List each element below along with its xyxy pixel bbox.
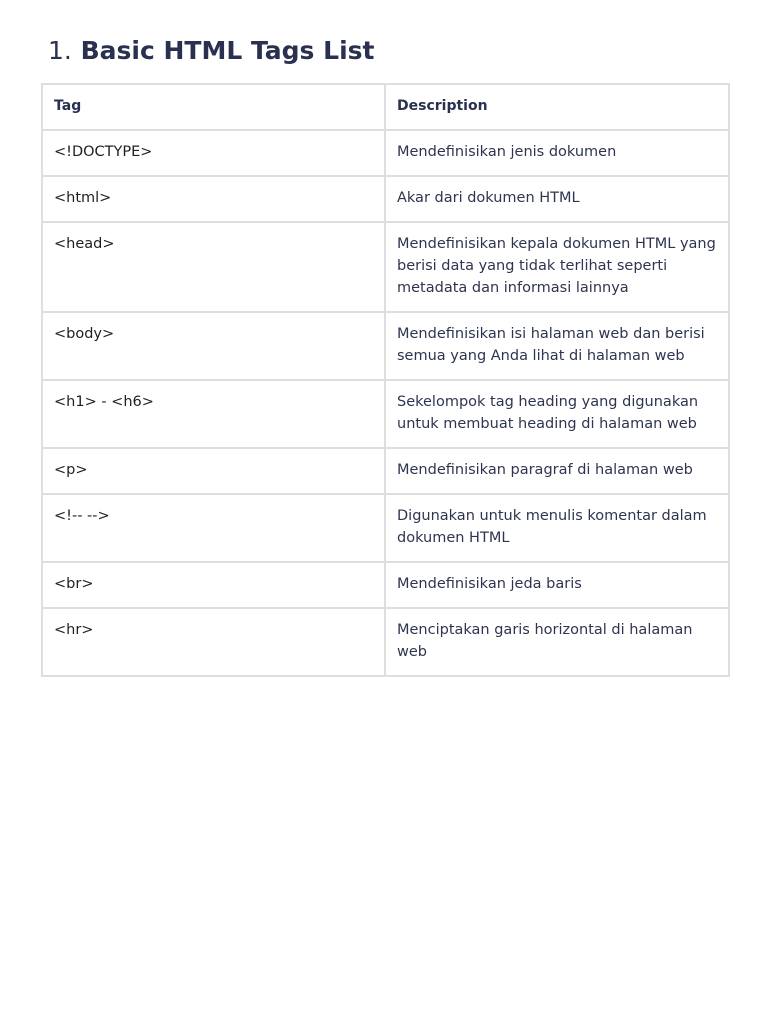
description-cell: Digunakan untuk menulis komentar dalam dokumen HTML: [385, 494, 729, 562]
table-row: [42, 130, 729, 176]
table-row: [42, 494, 729, 562]
table-row: [42, 312, 729, 380]
description-cell: Akar dari dokumen HTML: [385, 176, 729, 222]
description-cell: Mendefinisikan jenis dokumen: [385, 130, 729, 176]
tag-cell: <br>: [42, 562, 385, 608]
tag-cell: <hr>: [42, 608, 385, 676]
tag-cell: <html>: [42, 176, 385, 222]
description-cell: Mendefinisikan paragraf di halaman web: [385, 448, 729, 494]
tag-cell: <h1> - <h6>: [42, 380, 385, 448]
description-cell: Mendefinisikan kepala dokumen HTML yang berisi data yang tidak terlihat seperti metadata dan informasi lainnya: [385, 222, 729, 312]
heading-title: Basic HTML Tags List: [80, 36, 375, 65]
table-row: [42, 562, 729, 608]
table-row: [42, 380, 729, 448]
table-row: [42, 448, 729, 494]
page-title: [48, 34, 374, 68]
description-cell: Sekelompok tag heading yang digunakan untuk membuat heading di halaman web: [385, 380, 729, 448]
table-row: [42, 222, 729, 312]
column-header-tag: Tag: [42, 84, 385, 130]
table-row: [42, 176, 729, 222]
tag-cell: <!-- -->: [42, 494, 385, 562]
tag-cell: <p>: [42, 448, 385, 494]
heading-number: 1.: [48, 36, 72, 65]
table-row: [42, 608, 729, 676]
tag-cell: <head>: [42, 222, 385, 312]
tag-cell: <!DOCTYPE>: [42, 130, 385, 176]
html-tags-table: [41, 83, 730, 677]
description-cell: Menciptakan garis horizontal di halaman web: [385, 608, 729, 676]
table-header-row: [42, 84, 729, 130]
description-cell: Mendefinisikan isi halaman web dan berisi semua yang Anda lihat di halaman web: [385, 312, 729, 380]
tag-cell: <body>: [42, 312, 385, 380]
column-header-description: Description: [385, 84, 729, 130]
description-cell: Mendefinisikan jeda baris: [385, 562, 729, 608]
